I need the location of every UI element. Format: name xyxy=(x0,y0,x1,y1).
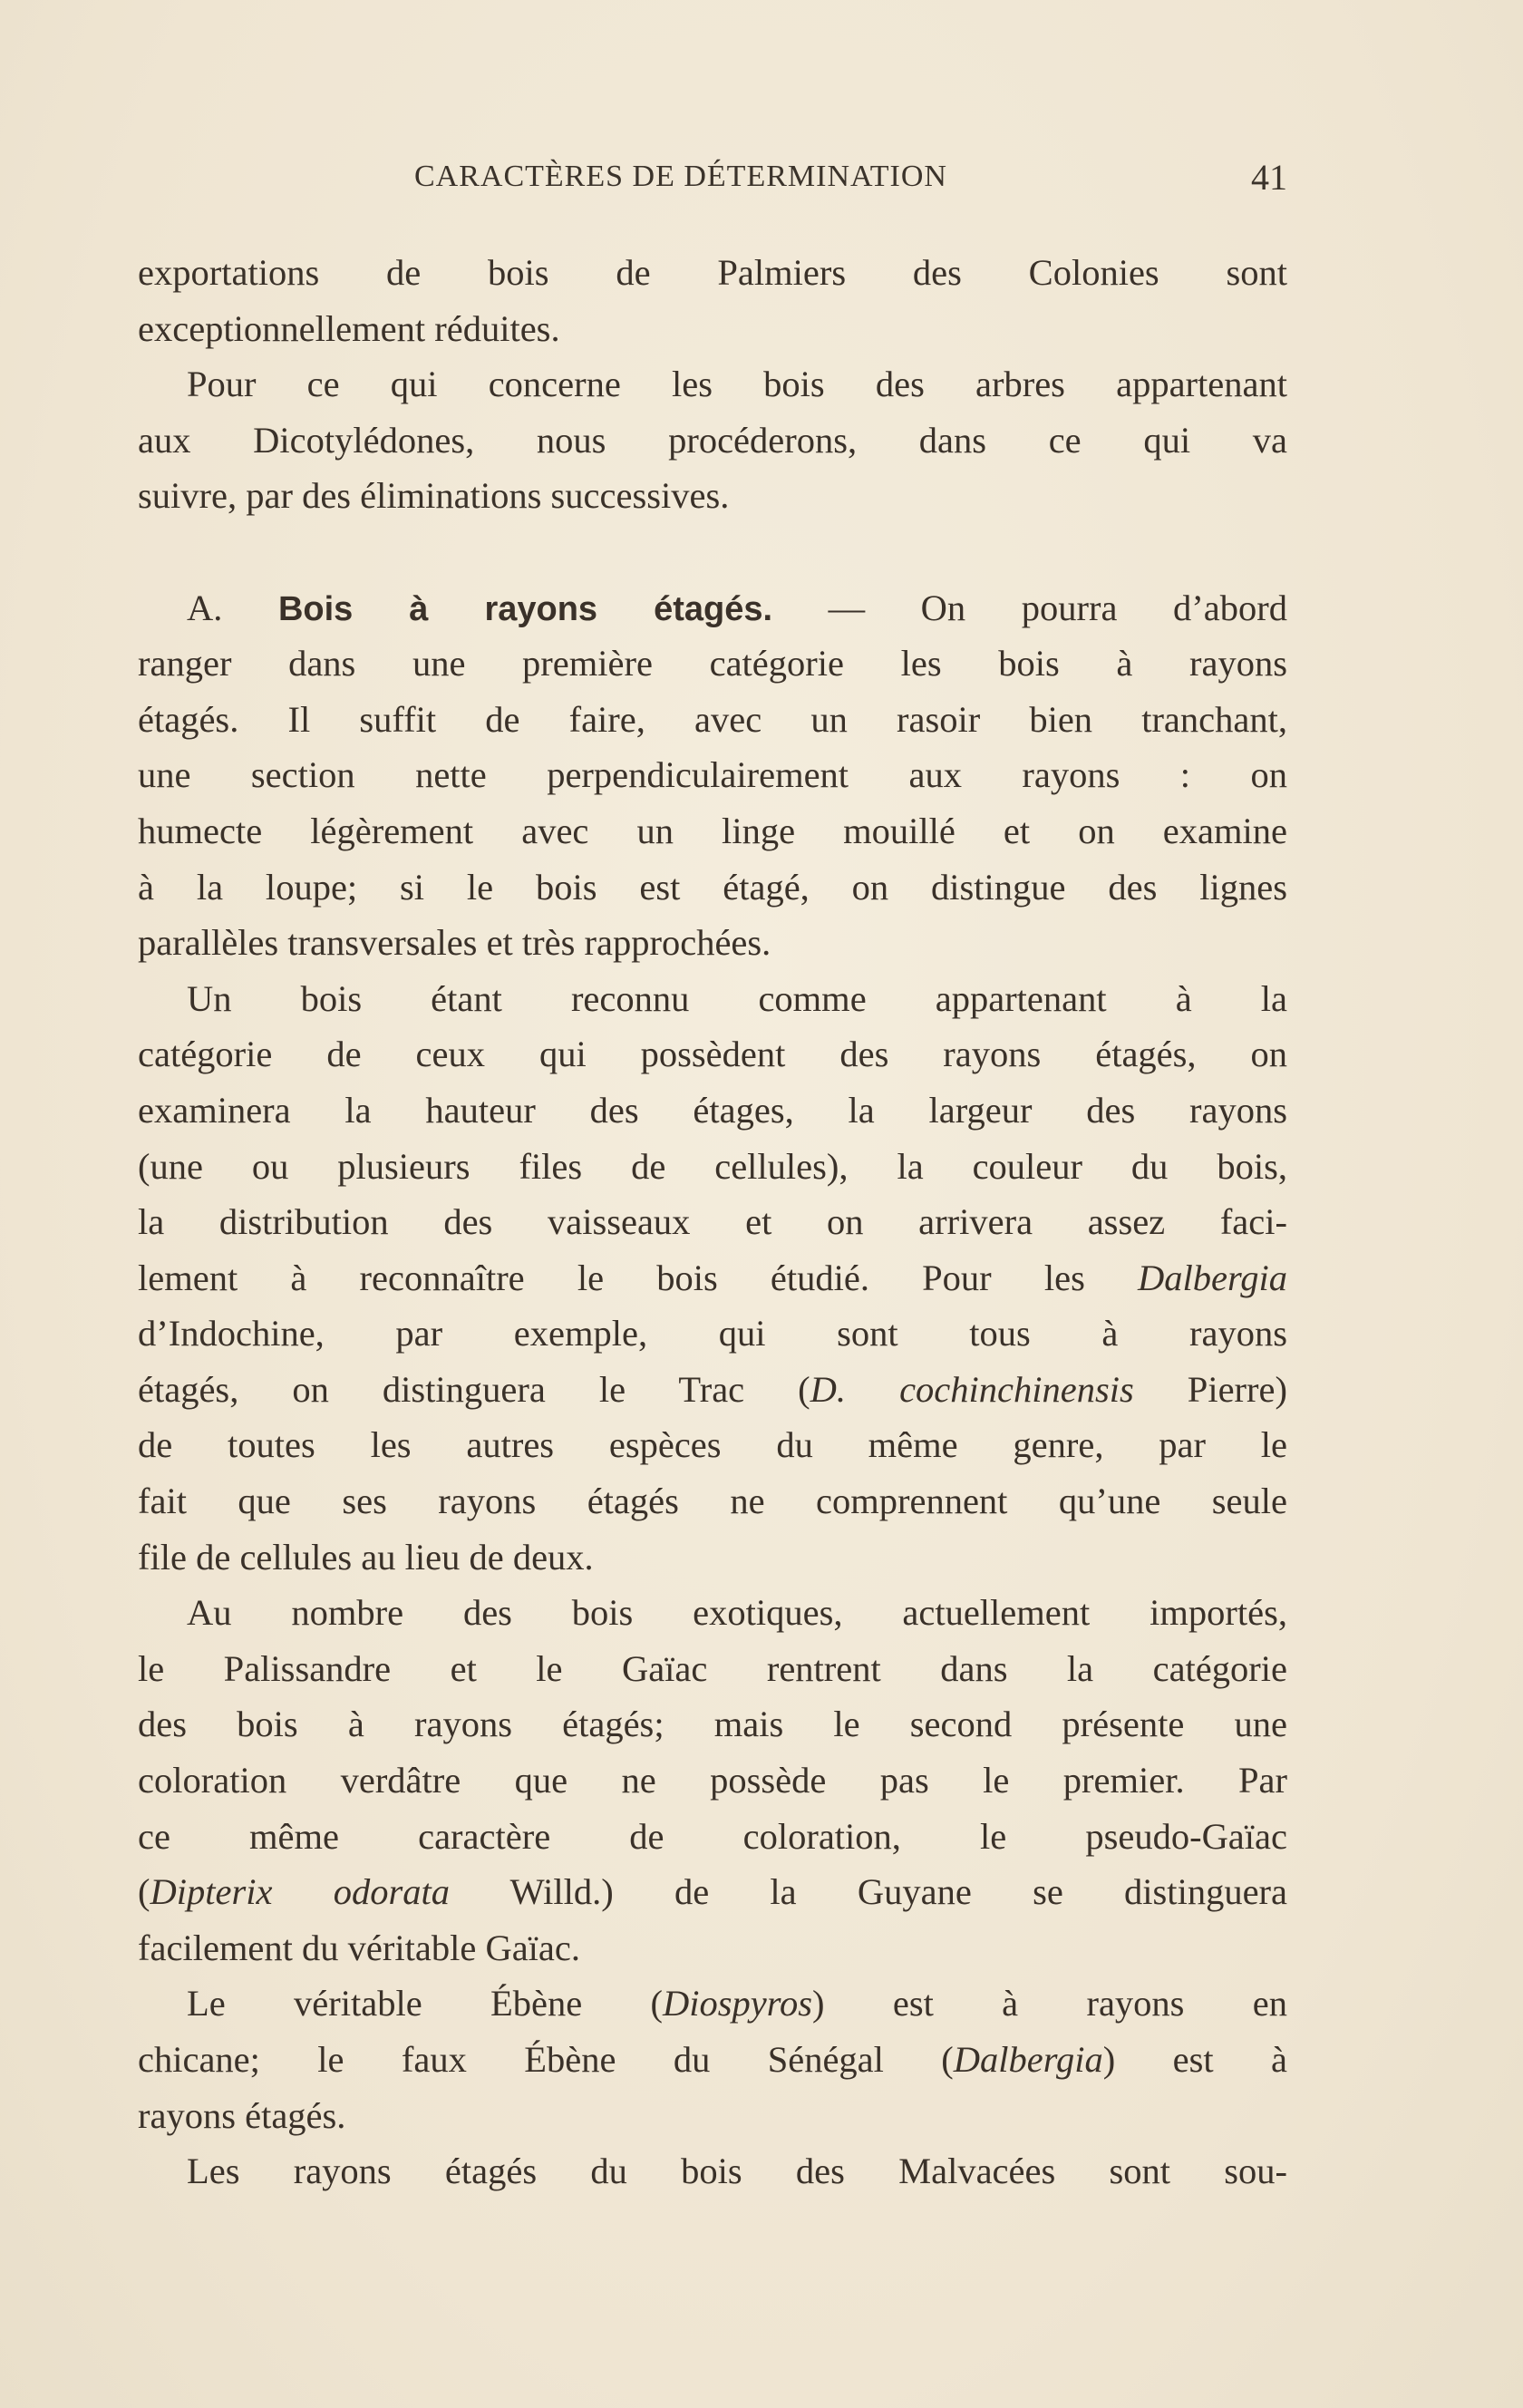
page-number: 41 xyxy=(1251,157,1287,198)
text-segment: Les rayons étagés du bois des Malvacées sont sou- xyxy=(187,2151,1287,2192)
text-line xyxy=(138,915,1287,971)
text-segment: humecte légèrement avec un linge mouillé et on examine xyxy=(138,810,1287,851)
text-segment: à la loupe; si le bois est étagé, on distingue des lignes xyxy=(138,866,1287,908)
text-segment: exportations de bois de Palmiers des Colonies sont xyxy=(138,252,1287,293)
text-segment: ranger dans une première catégorie les bois à rayons xyxy=(138,643,1287,685)
text-segment: rayons étagés. xyxy=(138,2094,346,2136)
text-line xyxy=(138,692,1287,748)
italic-term: Diospyros xyxy=(663,1983,813,2024)
text-line xyxy=(138,1529,1287,1586)
blank-line xyxy=(138,524,1287,580)
text-segment: aux Dicotylédones, nous procéderons, dans ce qui va xyxy=(138,419,1287,461)
text-line xyxy=(138,580,1287,636)
text-line xyxy=(138,1362,1287,1418)
body-text xyxy=(138,245,1287,2199)
text-segment: catégorie de ceux qui possèdent des rayons étagés, on xyxy=(138,1034,1287,1075)
text-segment: A. xyxy=(187,587,278,628)
text-segment: une section nette perpendiculairement aux rayons : on xyxy=(138,754,1287,796)
text-line xyxy=(138,1809,1287,1865)
text-segment: de toutes les autres espèces du même genre, par le xyxy=(138,1424,1287,1466)
text-segment: coloration verdâtre que ne possède pas le premier. Par xyxy=(138,1760,1287,1801)
text-line xyxy=(138,1864,1287,1920)
italic-term: Dipterix odorata xyxy=(150,1871,450,1913)
text-segment: Le véritable Ébène ( xyxy=(187,1983,664,2024)
text-segment: des bois à rayons étagés; mais le second présente une xyxy=(138,1704,1287,1745)
text-segment: parallèles transversales et très rapprochées. xyxy=(138,922,771,964)
text-segment: ( xyxy=(138,1871,150,1913)
text-segment: chicane; le faux Ébène du Sénégal ( xyxy=(138,2039,954,2080)
text-segment: ce même caractère de coloration, le pseudo-Gaïac xyxy=(138,1815,1287,1857)
text-segment: étagés, on distinguera le Trac ( xyxy=(138,1368,810,1410)
text-segment: Willd.) de la Guyane se distinguera xyxy=(449,1871,1288,1913)
text-segment: (une ou plusieurs files de cellules), la couleur du bois, xyxy=(138,1145,1287,1187)
text-segment: examinera la hauteur des étages, la largeur des rayons xyxy=(138,1089,1287,1131)
text-segment: fait que ses rayons étagés ne comprennent qu’une seule xyxy=(138,1481,1287,1522)
section-heading: Bois à rayons étagés. xyxy=(277,589,773,628)
italic-term: Dalbergia xyxy=(1138,1257,1287,1298)
text-segment: lement à reconnaître le bois étudié. Pour les xyxy=(138,1257,1138,1298)
text-segment: facilement du véritable Gaïac. xyxy=(138,1927,580,1968)
text-line xyxy=(138,1585,1287,1641)
text-line xyxy=(138,859,1287,916)
text-line xyxy=(138,1194,1287,1250)
text-line xyxy=(138,1417,1287,1473)
text-line xyxy=(138,1083,1287,1139)
text-line xyxy=(138,1976,1287,2032)
text-segment: d’Indochine, par exemple, qui sont tous à rayons xyxy=(138,1313,1287,1354)
text-line xyxy=(138,747,1287,803)
text-segment: Un bois étant reconnu comme appartenant à la xyxy=(187,977,1287,1019)
text-line xyxy=(138,2143,1287,2199)
text-line xyxy=(138,1920,1287,1976)
text-segment: Au nombre des bois exotiques, actuellement importés, xyxy=(187,1592,1287,1634)
text-line xyxy=(138,413,1287,469)
text-segment: le Palissandre et le Gaïac rentrent dans la catégorie xyxy=(138,1647,1287,1689)
running-title: CARACTÈRES DE DÉTERMINATION xyxy=(414,160,947,193)
text-segment: la distribution des vaisseaux et on arrivera assez faci- xyxy=(138,1201,1287,1243)
text-line xyxy=(138,1696,1287,1753)
italic-term: D. cochinchinensis xyxy=(810,1368,1134,1410)
text-line xyxy=(138,2032,1287,2088)
text-segment: file de cellules au lieu de deux. xyxy=(138,1536,594,1578)
text-segment: ) est à xyxy=(1102,2039,1287,2080)
text-line xyxy=(138,1026,1287,1083)
text-line xyxy=(138,1306,1287,1362)
text-line xyxy=(138,1473,1287,1529)
text-line xyxy=(138,636,1287,692)
text-line xyxy=(138,301,1287,357)
text-line xyxy=(138,245,1287,301)
text-segment: Pour ce qui concerne les bois des arbres appartenant xyxy=(187,364,1287,405)
text-line xyxy=(138,1753,1287,1809)
text-line xyxy=(138,803,1287,859)
text-segment: — On pourra d’abord xyxy=(772,587,1287,628)
text-line xyxy=(138,1139,1287,1195)
text-segment: ) est à rayons en xyxy=(812,1983,1287,2024)
text-line xyxy=(138,971,1287,1027)
text-line xyxy=(138,2088,1287,2144)
text-line xyxy=(138,1641,1287,1697)
text-segment: exceptionnellement réduites. xyxy=(138,307,560,349)
text-line xyxy=(138,468,1287,524)
text-segment: suivre, par des éliminations successives. xyxy=(138,475,730,517)
text-segment: Pierre) xyxy=(1133,1368,1287,1410)
running-header xyxy=(138,157,1287,205)
text-segment: étagés. Il suffit de faire, avec un rasoir bien tranchant, xyxy=(138,698,1287,740)
text-line xyxy=(138,1250,1287,1306)
italic-term: Dalbergia xyxy=(953,2039,1103,2080)
text-line xyxy=(138,356,1287,413)
